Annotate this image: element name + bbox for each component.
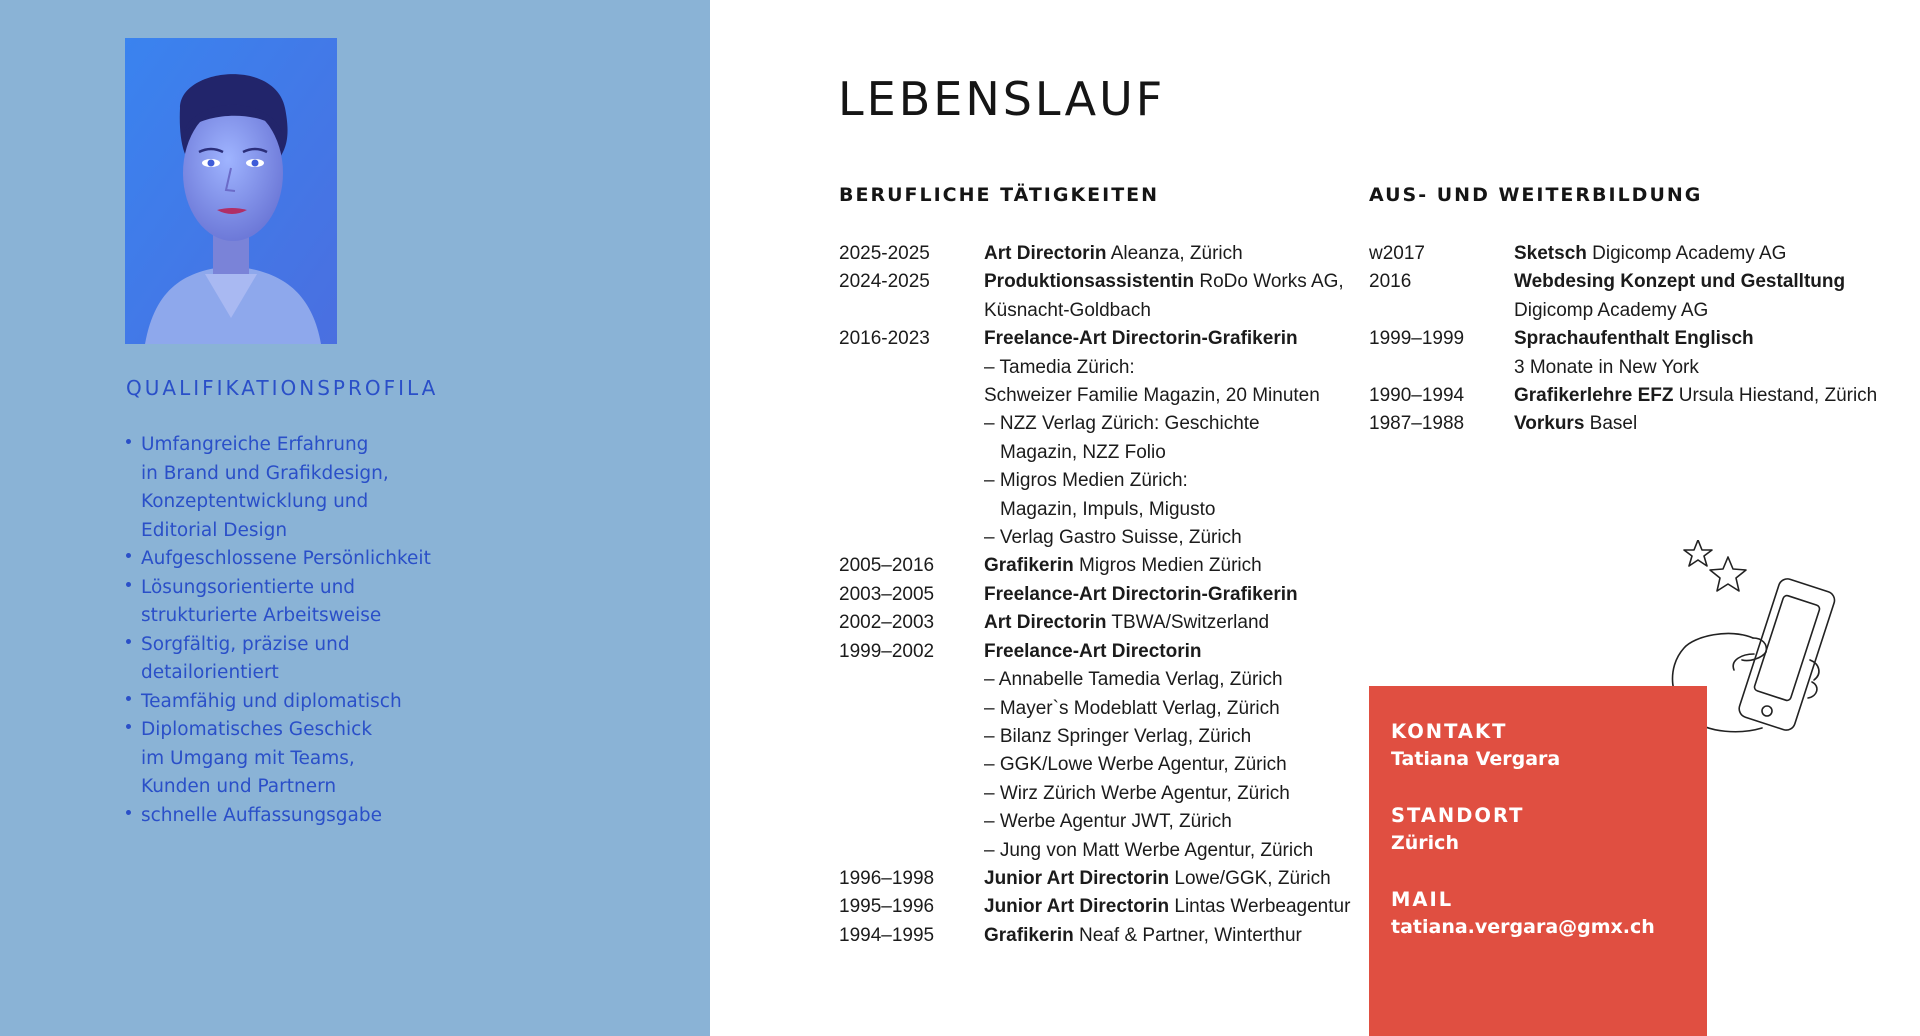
entry-role: Sketsch [1514, 243, 1587, 264]
entry-description [984, 325, 1359, 552]
entry-year: 2002–2003 [839, 612, 935, 634]
entry-description [1514, 240, 1909, 268]
left-panel [0, 0, 710, 1036]
entry-place: Küsnacht-Goldbach [984, 299, 1151, 321]
entry-description [984, 893, 1359, 921]
entry-heading [1514, 382, 1909, 410]
entry-year: 1996–1998 [839, 867, 935, 889]
entry-description [1514, 268, 1909, 325]
entry-heading [984, 922, 1359, 950]
entry-year: 2005–2016 [839, 555, 935, 577]
entry-description [984, 552, 1359, 580]
entry-year: 1987–1988 [1369, 413, 1465, 435]
entry-heading [984, 638, 1359, 666]
entry-year: 1999–1999 [1369, 328, 1465, 350]
entry-detail-line: – Wirz Zürich Werbe Agentur, Zürich [984, 782, 1290, 804]
entry-heading [984, 268, 1359, 296]
entry-detail-line: Magazin, NZZ Folio [1000, 441, 1166, 463]
entry-year: 2016 [1369, 271, 1412, 293]
entry-description [984, 922, 1359, 950]
cv-entry [839, 922, 1359, 950]
portrait-photo [125, 38, 337, 344]
entry-detail-line: – Bilanz Springer Verlag, Zürich [984, 725, 1252, 747]
entry-detail-line: – Verlag Gastro Suisse, Zürich [984, 527, 1242, 549]
entry-detail-line: Digicomp Academy AG [1514, 299, 1709, 321]
cv-entry [1369, 410, 1909, 438]
entry-year: 2003–2005 [839, 583, 935, 605]
entry-year: 2025-2025 [839, 243, 930, 264]
entry-role: Webdesing Konzept und Gestalltung [1514, 271, 1846, 293]
entry-heading [984, 325, 1359, 353]
entry-role: Junior Art Directorin [984, 867, 1170, 889]
cv-entry [839, 240, 1359, 268]
entry-place: Basel [1584, 413, 1638, 435]
entry-role: Grafikerlehre EFZ [1514, 385, 1674, 407]
entry-year: 2016-2023 [839, 328, 930, 350]
location-label: STANDORT [1391, 804, 1525, 827]
entry-role: Vorkurs [1514, 413, 1585, 435]
cv-entry [839, 609, 1359, 637]
entry-description [1514, 410, 1909, 438]
list-item: Sorgfältig, präzise und detailorientiert [126, 631, 556, 688]
cv-entry [839, 581, 1359, 609]
entry-detail-line: – Jung von Matt Werbe Agentur, Zürich [984, 839, 1314, 861]
entry-heading [1514, 240, 1909, 268]
entry-role: Produktionsassistentin [984, 271, 1195, 293]
entry-place: Neaf & Partner, Winterthur [1073, 924, 1302, 946]
entry-place: Lintas Werbeagentur [1169, 896, 1351, 918]
work-experience-list [839, 240, 1359, 950]
entry-detail-line: – Werbe Agentur JWT, Zürich [984, 811, 1232, 833]
entry-description [984, 638, 1359, 865]
list-item: schnelle Auffassungsgabe [126, 802, 556, 831]
list-item: Aufgeschlossene Persönlichkeit [126, 545, 556, 574]
entry-detail-line: 3 Monate in New York [1514, 356, 1699, 378]
entry-role: Freelance-Art Directorin-Grafikerin [984, 328, 1298, 350]
entry-description [1514, 382, 1909, 410]
entry-heading [984, 893, 1359, 921]
entry-place: RoDo Works AG, [1194, 271, 1344, 293]
entry-description [984, 581, 1359, 609]
entry-year [839, 297, 984, 325]
entry-role: Freelance-Art Directorin [984, 640, 1202, 662]
cv-entry [1369, 382, 1909, 410]
entry-place: Lowe/GGK, Zürich [1169, 867, 1331, 889]
entry-detail-line: – Annabelle Tamedia Verlag, Zürich [984, 669, 1283, 691]
cv-entry [839, 552, 1359, 580]
cv-entry [1369, 240, 1909, 268]
cv-entry [839, 638, 1359, 865]
entry-detail-line: – NZZ Verlag Zürich: Geschichte [984, 413, 1260, 435]
entry-heading [1514, 268, 1909, 296]
entry-detail-line: – Mayer`s Modeblatt Verlag, Zürich [984, 697, 1280, 719]
entry-place: Ursula Hiestand, Zürich [1673, 385, 1878, 407]
education-list [1369, 240, 1909, 439]
entry-detail-line: – Migros Medien Zürich: [984, 470, 1188, 492]
portrait-illustration [125, 38, 337, 344]
entry-description [984, 865, 1359, 893]
entry-description [1514, 325, 1909, 382]
entry-year: 1990–1994 [1369, 385, 1465, 407]
contact-name: Tatiana Vergara [1391, 748, 1561, 770]
entry-description [984, 609, 1359, 637]
list-item: Umfangreiche Erfahrung in Brand und Grafikdesign, Konzeptentwicklung und Editorial Design [126, 431, 556, 545]
entry-role: Sprachaufenthalt Englisch [1514, 328, 1754, 350]
cv-entry [839, 325, 1359, 552]
cv-entry [839, 297, 1359, 325]
list-item: Diplomatisches Geschick im Umgang mit Teams, Kunden und Partnern [126, 716, 556, 802]
entry-heading [1514, 325, 1909, 353]
entry-year: 2024-2025 [839, 271, 930, 293]
entry-role: Grafikerin [984, 924, 1074, 946]
list-item: Lösungsorientierte und strukturierte Arbeitsweise [126, 574, 556, 631]
entry-place: Aleanza, Zürich [1106, 243, 1243, 264]
entry-year: w2017 [1369, 243, 1425, 264]
entry-place: TBWA/Switzerland [1106, 612, 1270, 634]
qualifications-list [126, 431, 556, 830]
list-item: Teamfähig und diplomatisch [126, 688, 556, 717]
entry-role: Grafikerin [984, 555, 1074, 577]
entry-year: 1995–1996 [839, 896, 935, 918]
contact-label: KONTAKT [1391, 720, 1508, 743]
entry-role: Art Directorin [984, 243, 1107, 264]
education-heading: AUS- UND WEITERBILDUNG [1369, 184, 1703, 206]
entry-year: 1994–1995 [839, 924, 935, 946]
contact-box [1369, 686, 1707, 1036]
entry-heading [984, 865, 1359, 893]
entry-place: Digicomp Academy AG [1586, 243, 1787, 264]
cv-entry [839, 268, 1359, 296]
entry-year: 1999–2002 [839, 640, 935, 662]
entry-heading [984, 552, 1359, 580]
email-link[interactable]: tatiana.vergara@gmx.ch [1391, 916, 1655, 938]
entry-detail-line: – GGK/Lowe Werbe Agentur, Zürich [984, 754, 1287, 776]
entry-role: Freelance-Art Directorin-Grafikerin [984, 583, 1298, 605]
entry-heading [984, 240, 1359, 268]
cv-entry [839, 893, 1359, 921]
entry-description [984, 268, 1359, 296]
page-title: LEBENSLAUF [838, 72, 1166, 126]
entry-role: Art Directorin [984, 612, 1107, 634]
work-experience-heading: BERUFLICHE TÄTIGKEITEN [839, 184, 1160, 206]
entry-heading [984, 581, 1359, 609]
qualifications-heading: QUALIFIKATIONSPROFILA [126, 376, 439, 400]
entry-role: Junior Art Directorin [984, 896, 1170, 918]
entry-heading [984, 609, 1359, 637]
cv-entry [1369, 325, 1909, 382]
entry-place: Migros Medien Zürich [1073, 555, 1262, 577]
entry-detail-line: Magazin, Impuls, Migusto [1000, 498, 1216, 520]
entry-heading [1514, 410, 1909, 438]
entry-heading [984, 297, 1359, 325]
cv-entry [839, 865, 1359, 893]
cv-entry [1369, 268, 1909, 325]
entry-detail-line: Schweizer Familie Magazin, 20 Minuten [984, 385, 1320, 407]
entry-description [984, 297, 1359, 325]
entry-detail-line: – Tamedia Zürich: [984, 356, 1135, 378]
location-value: Zürich [1391, 832, 1459, 854]
mail-label: MAIL [1391, 888, 1454, 911]
entry-description [984, 240, 1359, 268]
